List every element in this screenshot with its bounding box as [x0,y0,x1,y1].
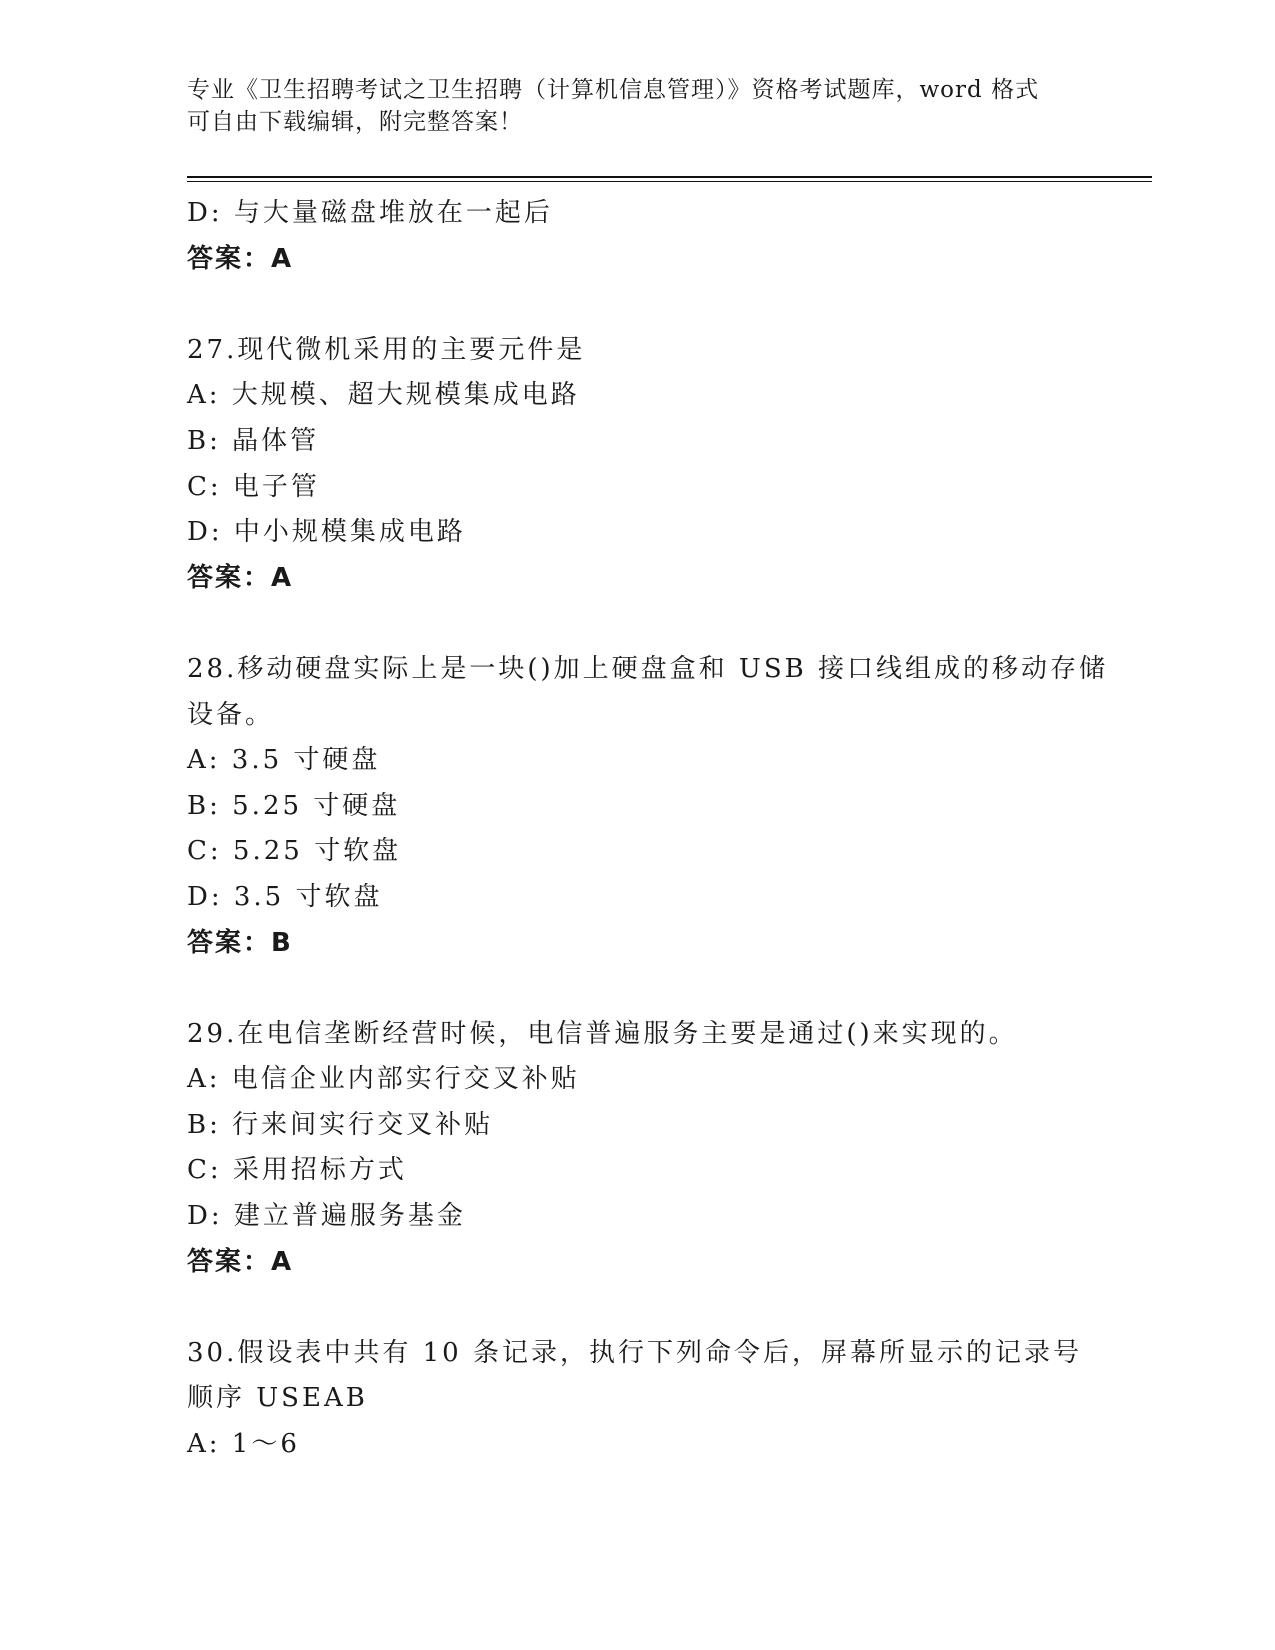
question-stem-continued: 设备。 [187,699,275,730]
header-divider-thin [187,181,1152,182]
option-a: A: 3.5 寸硬盘 [187,745,381,776]
header-line-1: 专业《卫生招聘考试之卫生招聘（计算机信息管理）》资格考试题库，word 格式 [187,77,1040,103]
question-stem: 28.移动硬盘实际上是一块()加上硬盘盒和 USB 接口线组成的移动存储 [187,653,1108,684]
question-stem: 30.假设表中共有 10 条记录，执行下列命令后，屏幕所显示的记录号 [187,1337,1082,1368]
option-a: A: 大规模、超大规模集成电路 [187,380,580,411]
spacer [187,601,1087,647]
prev-option-d: D: 与大量磁盘堆放在一起后 [187,198,553,228]
question-30 [187,1331,1087,1468]
question-stem-continued: 顺序 USEAB [187,1383,368,1414]
page-header [187,74,1087,138]
header-divider-thick [187,176,1152,178]
spacer [187,966,1087,1012]
answer: 答案：A [187,1246,294,1277]
answer: 答案：B [187,927,293,958]
question-29 [187,1012,1087,1286]
option-c: C: 采用招标方式 [187,1155,407,1186]
answer: 答案：A [187,562,294,593]
option-a: A: 电信企业内部实行交叉补贴 [187,1064,580,1095]
option-b: B: 晶体管 [187,425,320,456]
option-b: B: 行来间实行交叉补贴 [187,1109,494,1140]
option-c: C: 5.25 寸软盘 [187,836,402,867]
spacer [187,282,1087,328]
option-a: A: 1～6 [187,1429,300,1460]
header-line-2: 可自由下载编辑，附完整答案！ [187,109,523,135]
option-d: D: 建立普遍服务基金 [187,1201,466,1232]
question-stem: 29.在电信垄断经营时候，电信普遍服务主要是通过()来实现的。 [187,1018,1018,1049]
prev-answer: 答案：A [187,243,294,274]
question-27 [187,328,1087,602]
option-d: D: 3.5 寸软盘 [187,881,383,912]
question-28 [187,647,1108,966]
option-d: D: 中小规模集成电路 [187,517,466,548]
option-c: C: 电子管 [187,471,320,502]
question-content [187,191,1108,1468]
spacer [187,1285,1087,1331]
option-b: B: 5.25 寸硬盘 [187,790,401,821]
question-stem: 27.现代微机采用的主要元件是 [187,334,586,365]
